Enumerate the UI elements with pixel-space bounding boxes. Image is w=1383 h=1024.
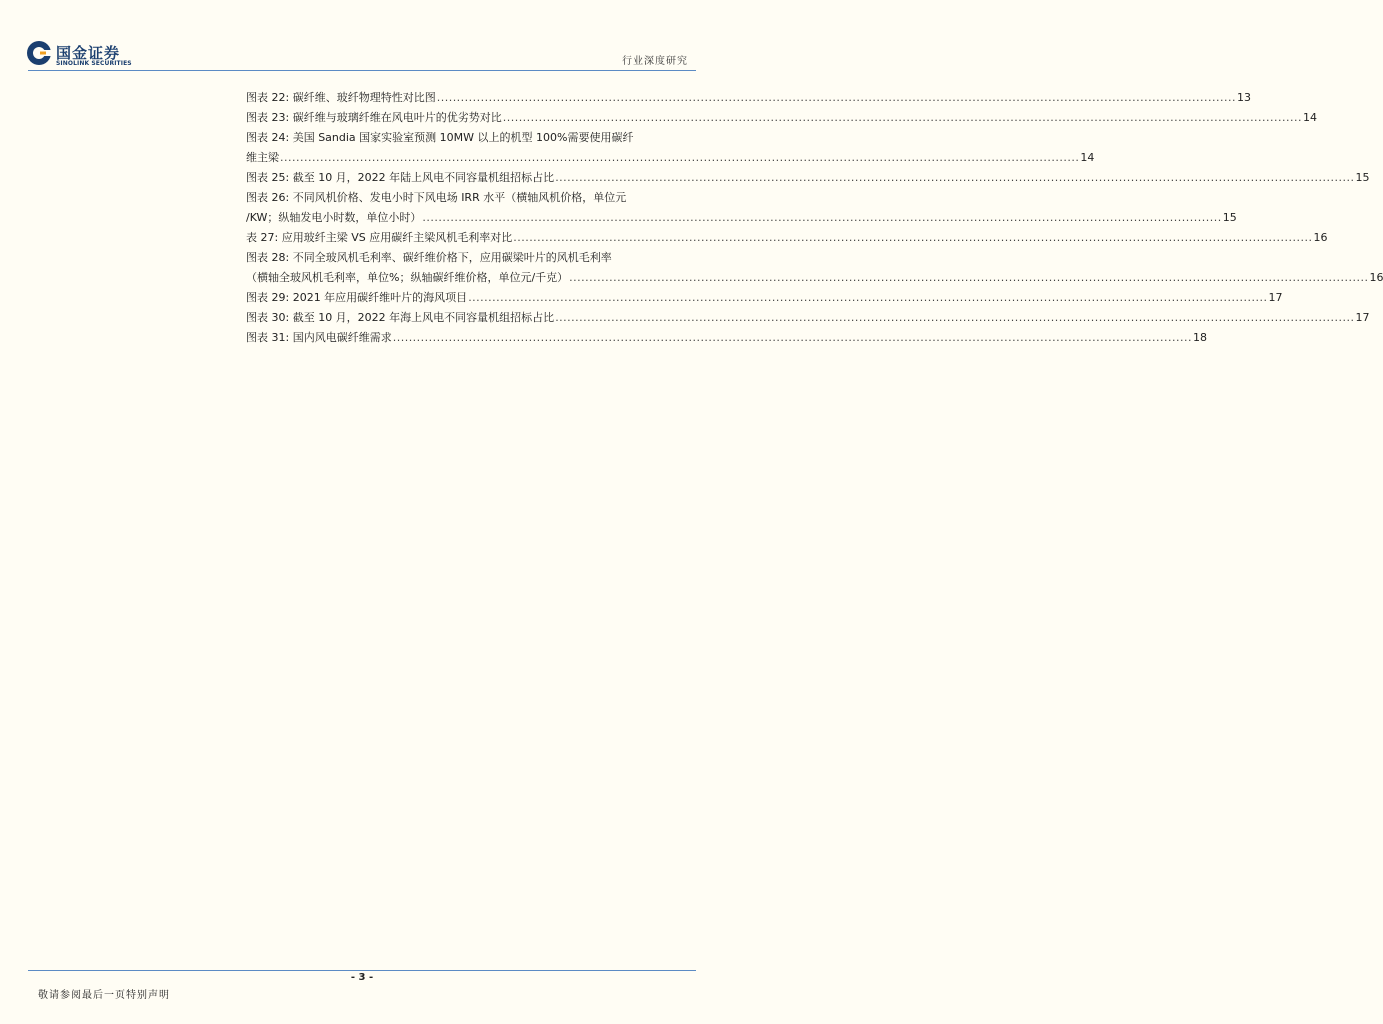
toc-entry-title: 图表 29: 2021 年应用碳纤维叶片的海风项目 (246, 291, 468, 304)
company-logo (26, 40, 136, 70)
toc-page-number: 17 (1268, 291, 1283, 304)
toc-entry-title: 维主梁 (246, 151, 279, 164)
toc-entry-title: 图表 30: 截至 10 月，2022 年海上风电不同容量机组招标占比 (246, 311, 555, 324)
toc-entry-title: 图表 22: 碳纤维、玻纤物理特性对比图 (246, 91, 436, 104)
header-divider (28, 70, 696, 71)
toc-page-number: 15 (1355, 171, 1370, 184)
toc-page-number: 13 (1237, 91, 1252, 104)
dot-leader: ........................................................................................................................................................................................................ (513, 231, 1313, 244)
dot-leader: ........................................................................................................................................................................................................ (555, 311, 1355, 324)
page-number: - 3 - (350, 972, 374, 983)
toc-page-number: 18 (1193, 331, 1208, 344)
logo-mark-icon (26, 40, 52, 66)
toc-entry[interactable] (246, 88, 1252, 108)
dot-leader: ........................................................................................................................................................................................................ (555, 171, 1355, 184)
footer-divider (28, 970, 696, 971)
toc-entry[interactable] (246, 228, 1328, 248)
disclaimer-note: 敬请参阅最后一页特别声明 (38, 990, 170, 1001)
dot-leader: ........................................................................................................................................................................................................ (468, 291, 1268, 304)
page-header (0, 0, 724, 72)
toc-entry-title: 图表 24: 美国 Sandia 国家实验室预测 10MW 以上的机型 100%需要使用碳纤 (246, 131, 634, 144)
toc-entry-title: 表 27: 应用玻纤主梁 VS 应用碳纤主梁风机毛利率对比 (246, 231, 513, 244)
toc-page-number: 15 (1222, 211, 1237, 224)
toc-entry-title: 图表 28: 不同全玻风机毛利率、碳纤维价格下，应用碳梁叶片的风机毛利率 (246, 251, 612, 264)
dot-leader: ........................................................................................................................................................................................................ (392, 331, 1193, 344)
table-of-contents (246, 88, 1383, 348)
toc-page-number: 14 (1080, 151, 1095, 164)
dot-leader: ........................................................................................................................................................................................................ (436, 91, 1237, 104)
toc-entry-title: 图表 23: 碳纤维与玻璃纤维在风电叶片的优劣势对比 (246, 111, 502, 124)
toc-entry[interactable] (246, 108, 1318, 128)
toc-entry-title: 图表 25: 截至 10 月，2022 年陆上风电不同容量机组招标占比 (246, 171, 555, 184)
toc-page-number: 14 (1303, 111, 1318, 124)
toc-page-number: 16 (1369, 271, 1383, 284)
dot-leader: ........................................................................................................................................................................................................ (422, 211, 1222, 224)
toc-page-number: 17 (1355, 311, 1370, 324)
logo-english-name: SINOLINK SECURITIES (56, 60, 132, 67)
toc-entry[interactable] (246, 128, 1095, 168)
toc-entry-title: /KW；纵轴发电小时数，单位小时） (246, 211, 422, 224)
toc-entry[interactable] (246, 188, 1237, 228)
toc-entry-title: （横轴全玻风机毛利率，单位%；纵轴碳纤维价格，单位元/千克） (246, 271, 569, 284)
toc-entry[interactable] (246, 288, 1283, 308)
dot-leader: ........................................................................................................................................................................................................ (569, 271, 1369, 284)
toc-entry-title: 图表 26: 不同风机价格、发电小时下风电场 IRR 水平（横轴风机价格，单位元 (246, 191, 627, 204)
report-category: 行业深度研究 (622, 56, 688, 67)
toc-entry[interactable] (246, 308, 1370, 328)
toc-entry[interactable] (246, 328, 1208, 348)
toc-entry[interactable] (246, 168, 1370, 188)
toc-entry-title: 图表 31: 国内风电碳纤维需求 (246, 331, 392, 344)
logo-chinese-name: 国金证券 (56, 44, 121, 62)
dot-leader: ........................................................................................................................................................................................................ (280, 151, 1080, 164)
toc-entry[interactable] (246, 248, 1383, 288)
toc-page-number: 16 (1313, 231, 1328, 244)
dot-leader: ........................................................................................................................................................................................................ (502, 111, 1303, 124)
